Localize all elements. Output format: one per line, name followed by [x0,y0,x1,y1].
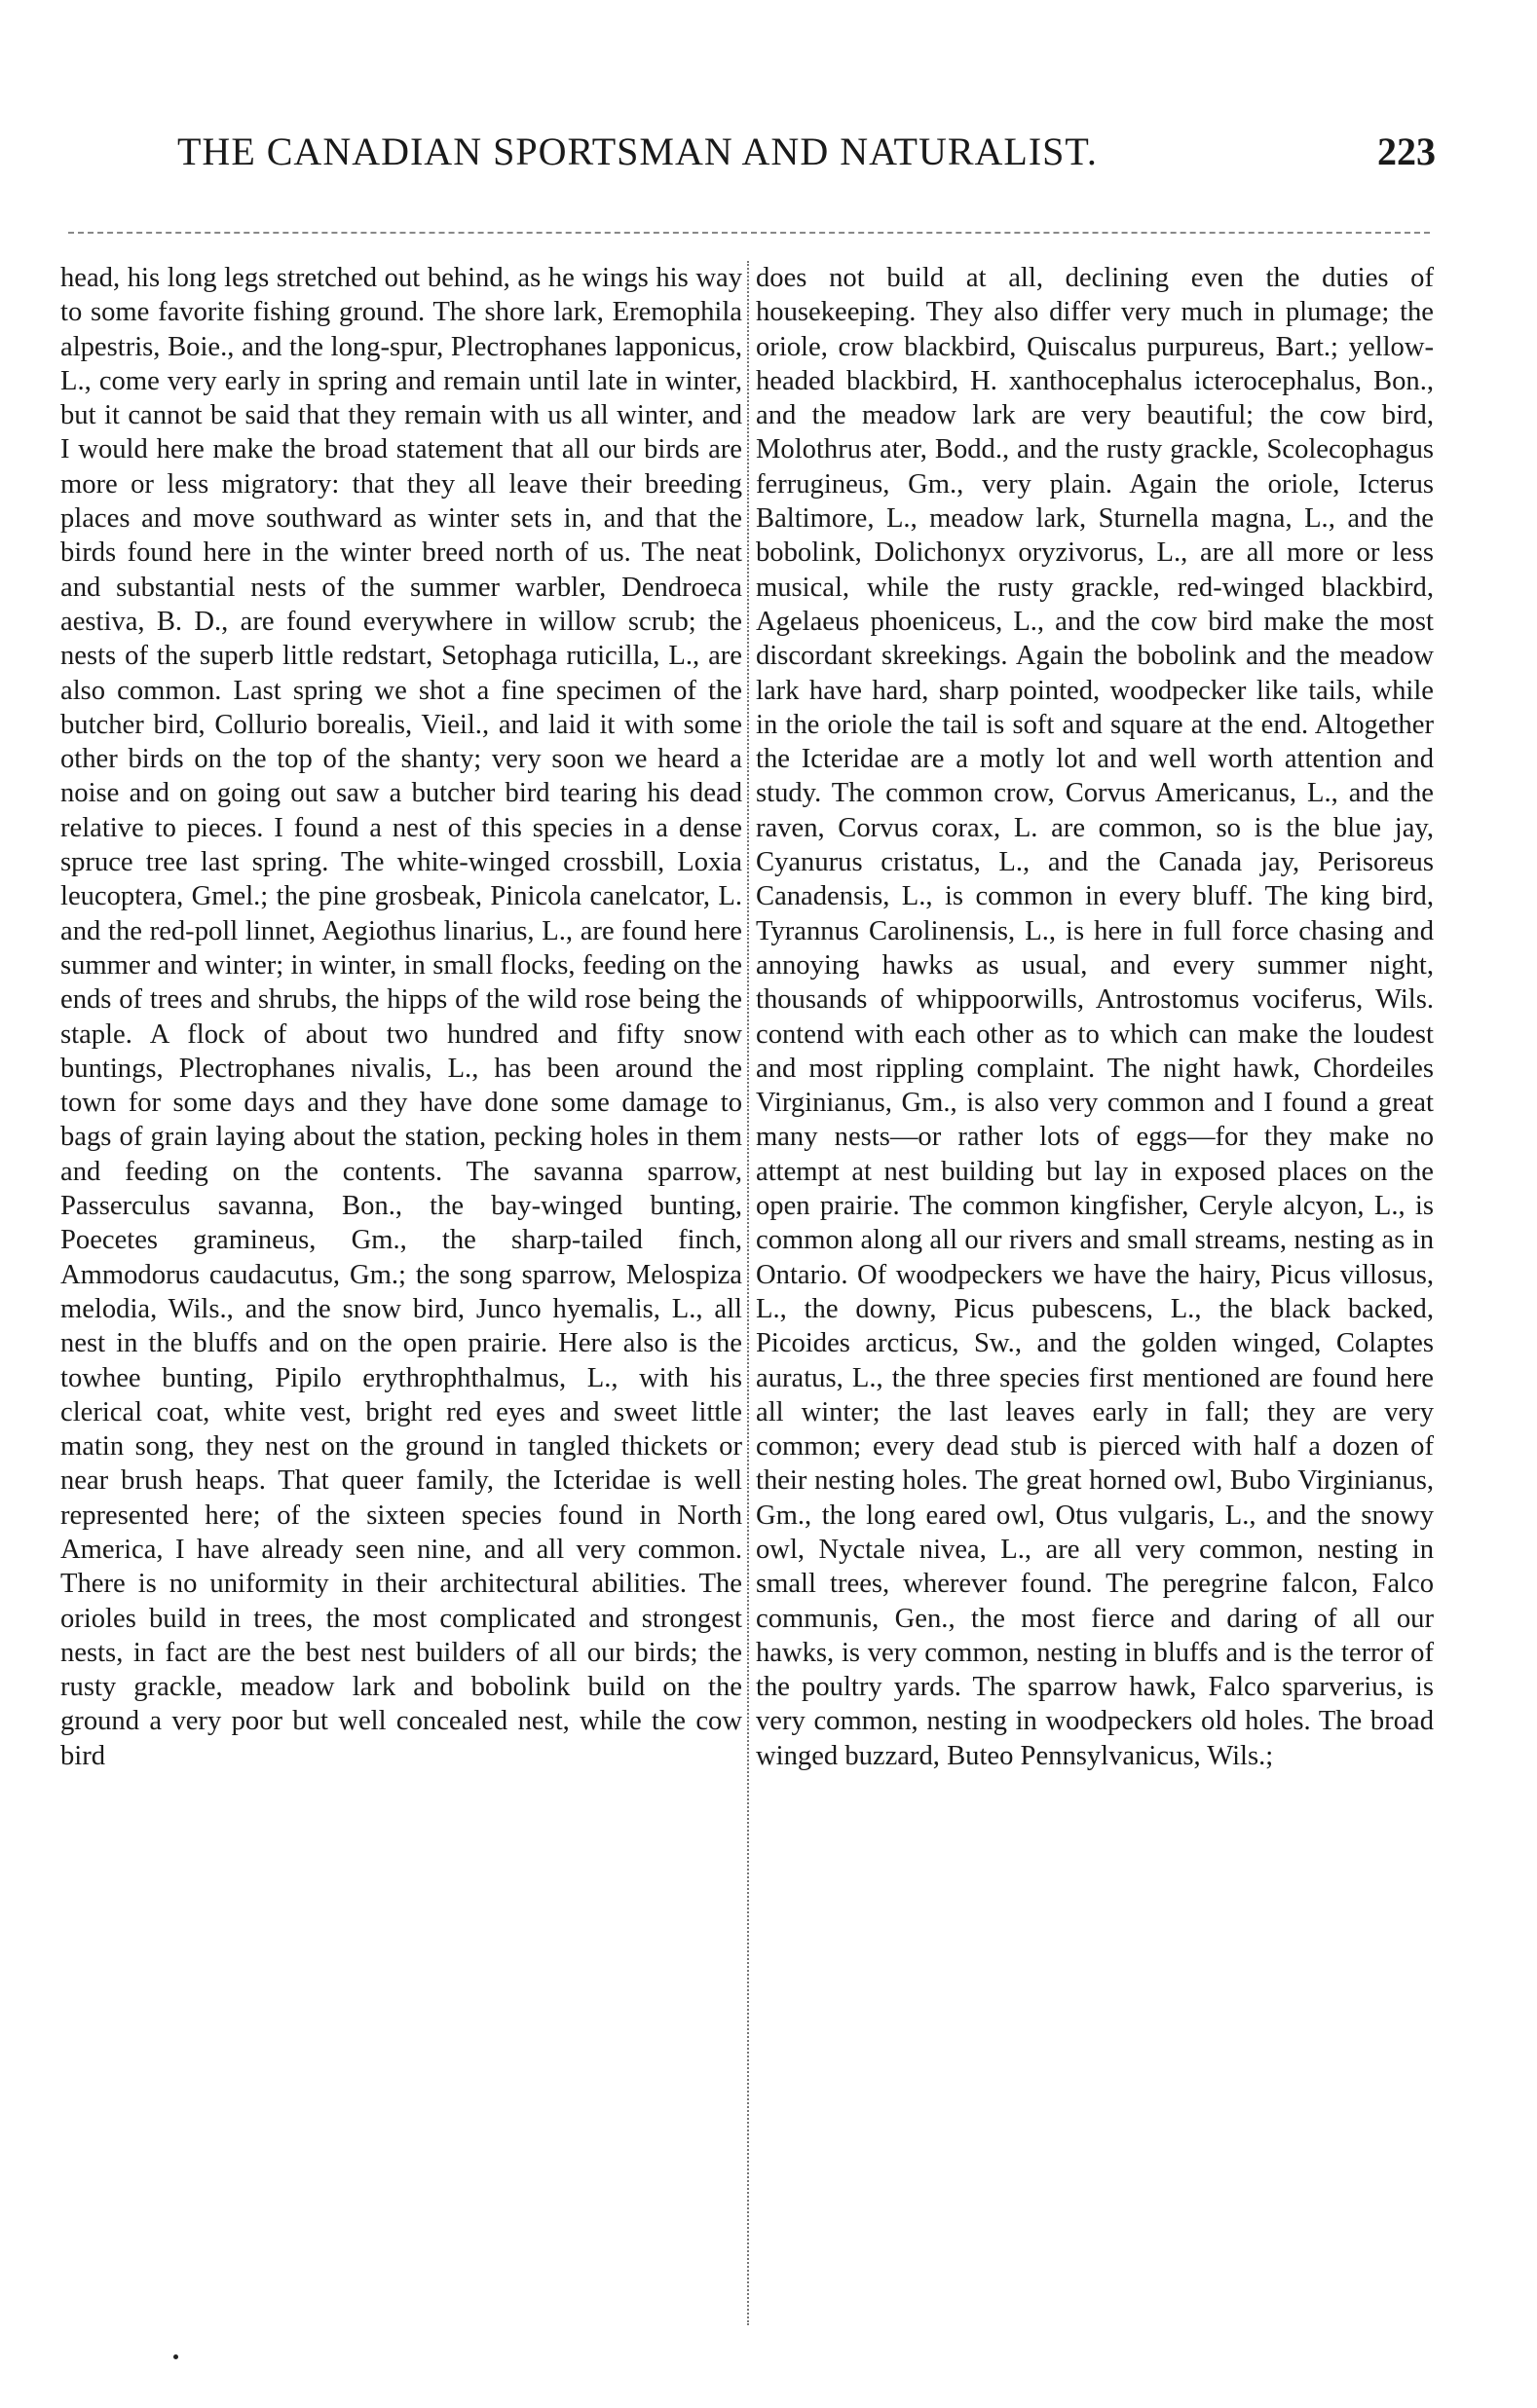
header-rule [68,232,1430,234]
body-columns [60,261,1434,2335]
left-column-text: head, his long legs stretched out behind, as he wings his way to some favorite fishing ground. The shore lark, Eremophila alpestris, Boie., and the long-spur, Plectrophanes lapponicus, L., come very early in spring and remain until late in winter, but it cannot be said that they remain with us all winter, and I would here make the broad statement that all our birds are more or less migratory: that they all leave their breeding places and move southward as winter sets in, and that the birds found here in the winter breed north of us. The neat and substantial nests of the summer warbler, Dendroeca aestiva, B. D., are found everywhere in willow scrub; the nests of the superb little redstart, Setophaga ruticilla, L., are also common. Last spring we shot a fine specimen of the butcher bird, Collurio borealis, Vieil., and laid it with some other birds on the top of the shanty; very soon we heard a noise and on going out saw a butcher bird tearing his dead relative to pieces. I found a nest of this species in a dense spruce tree last spring. The white-winged crossbill, Loxia leucoptera, Gmel.; the pine grosbeak, Pinicola canelcator, L. and the red-poll linnet, Aegiothus linarius, L., are found here summer and winter; in winter, in small flocks, feeding on the ends of trees and shrubs, the hipps of the wild rose being the staple. A flock of about two hundred and fifty snow buntings, Plectrophanes nivalis, L., has been around the town for some days and they have done some damage to bags of grain laying about the station, pecking holes in them and feeding on the contents. The savanna sparrow, Passerculus savanna, Bon., the bay-winged bunting, Poecetes gramineus, Gm., the sharp-tailed finch, Ammodorus caudacutus, Gm.; the song sparrow, Melospiza melodia, Wils., and the snow bird, Junco hyemalis, L., all nest in the bluffs and on the open prairie. Here also is the towhee bunting, Pipilo erythrophthalmus, L., with his clerical coat, white vest, bright red eyes and sweet little matin song, they nest on the ground in tangled thickets or near brush heaps. That queer family, the Icteridae is well represented here; of the sixteen species found in North America, I have already seen nine, and all very common. There is no uniformity in their architectural abilities. The orioles build in trees, the most complicated and strongest nests, in fact are the best nest builders of all our birds; the rusty grackle, meadow lark and bobolink build on the ground a very poor but well concealed nest, while the cow bird [60,263,742,1771]
ink-speck [173,2354,178,2359]
column-divider [747,261,749,2325]
journal-title: THE CANADIAN SPORTSMAN AND NATURALIST. [177,130,1098,173]
running-header [62,129,1436,187]
left-column [60,261,742,1773]
page-number: 223 [1377,130,1436,173]
right-column [756,261,1434,1773]
right-column-text: does not build at all, declining even the duties of housekeeping. They also differ very much in plumage; the oriole, crow blackbird, Quiscalus purpureus, Bart.; yellow-headed blackbird, H. xanthocephalus icterocephalus, Bon., and the meadow lark are very beautiful; the cow bird, Molothrus ater, Bodd., and the rusty grackle, Scolecophagus ferrugineus, Gm., very plain. Again the oriole, Icterus Baltimore, L., meadow lark, Sturnella magna, L., and the bobolink, Dolichonyx oryzivorus, L., are all more or less musical, while the rusty grackle, red-winged blackbird, Agelaeus phoeniceus, L., and the cow bird make the most discordant skreekings. Again the bobolink and the meadow lark have hard, sharp pointed, woodpecker like tails, while in the oriole the tail is soft and square at the end. Altogether the Icteridae are a motly lot and well worth attention and study. The common crow, Corvus Americanus, L., and the raven, Corvus corax, L. are common, so is the blue jay, Cyanurus cristatus, L., and the Canada jay, Perisoreus Canadensis, L., is common in every bluff. The king bird, Tyrannus Carolinensis, L., is here in full force chasing and annoying hawks as usual, and every summer night, thousands of whippoorwills, Antrostomus vociferus, Wils. contend with each other as to which can make the loudest and most rippling complaint. The night hawk, Chordeiles Virginianus, Gm., is also very common and I found a great many nests—or rather lots of eggs—for they make no attempt at nest building but lay in exposed places on the open prairie. The common kingfisher, Ceryle alcyon, L., is common along all our rivers and small streams, nesting as in Ontario. Of woodpeckers we have the hairy, Picus villosus, L., the downy, Picus pubescens, L., the black backed, Picoides arcticus, Sw., and the golden winged, Colaptes auratus, L., the three species first mentioned are found here all winter; the last leaves early in fall; they are very common; every dead stub is pierced with half a dozen of their nesting holes. The great horned owl, Bubo Virginianus, Gm., the long eared owl, Otus vulgaris, L., and the snowy owl, Nyctale nivea, L., are all very common, nesting in small trees, wherever found. The peregrine falcon, Falco communis, Gen., the most fierce and daring of all our hawks, is very common, nesting in bluffs and is the terror of the poultry yards. The sparrow hawk, Falco sparverius, is very common, nesting in woodpeckers old holes. The broad winged buzzard, Buteo Pennsylvanicus, Wils.; [756,263,1434,1771]
